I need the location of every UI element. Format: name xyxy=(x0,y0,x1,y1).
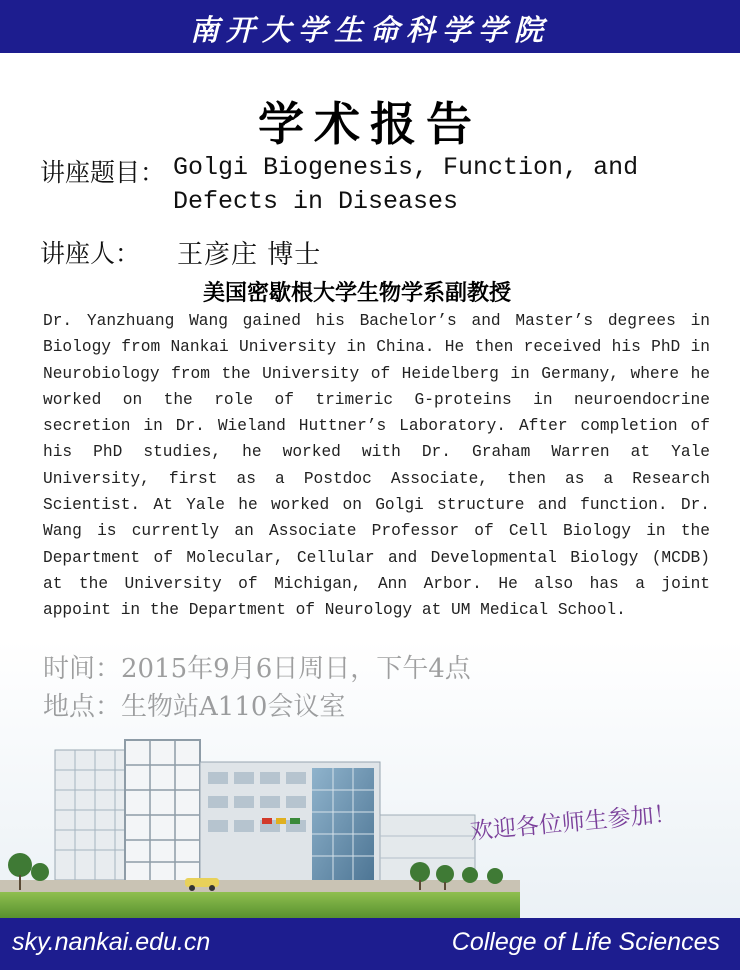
poster-title: 学术报告 xyxy=(258,97,482,151)
topic-label: 讲座题目： xyxy=(40,158,166,187)
website-url[interactable]: sky.nankai.edu.cn xyxy=(12,928,211,956)
speaker-bio: Dr. Yanzhuang Wang gained his Bachelor’s and Master’s degrees in Biology from Nankai University in China. He then received his PhD in Neurobiology from the University of Heidelberg in Germany, where he worked on the role of trimeric G-proteins in neuroendocrine secretion in Dr. Wieland Huttner’s Laboratory. After completion of his PhD studies, he worked with Dr. Graham Warren at Yale University, first as a Postdoc Associate, then as a Research Scientist. At Yale he worked on Golgi structure and function. Dr. Wang is currently an Associate Professor of Cell Biology in the Department of Molecular, Cellular and Developmental Biology (MCDB) at the University of Michigan, Ann Arbor. He also has a joint appoint in the Department of Neurology at UM Medical School. xyxy=(43,312,710,620)
building-illustration xyxy=(0,640,740,922)
college-name: College of Life Sciences xyxy=(451,928,720,956)
welcome-message: 欢迎各位师生参加！ xyxy=(469,800,678,845)
topic-line-2: Defects in Diseases xyxy=(173,187,459,216)
speaker-affiliation: 美国密歇根大学生物学系副教授 xyxy=(202,280,511,306)
institution-title: 南开大学生命科学学院 xyxy=(189,13,550,47)
speaker-label: 讲座人： xyxy=(40,239,141,268)
topic-line-1: Golgi Biogenesis, Function, and xyxy=(173,153,639,182)
speaker-name: 王彦庄 博士 xyxy=(177,240,322,270)
